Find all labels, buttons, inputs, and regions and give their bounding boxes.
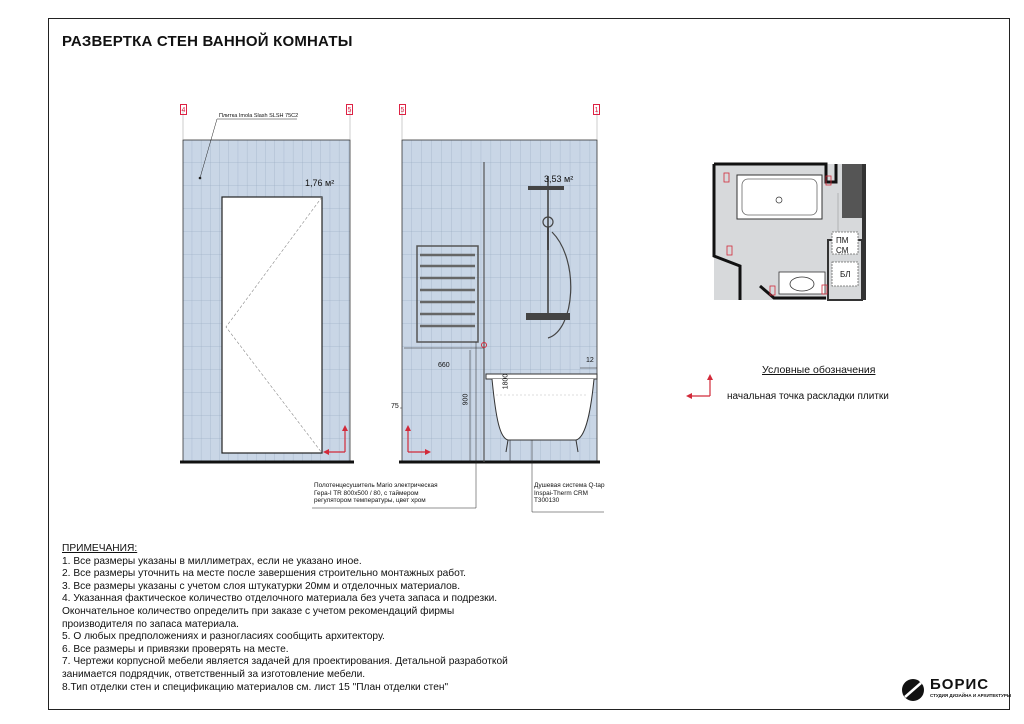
- wall-mark-4: 4: [180, 104, 187, 115]
- plan-tag-pm: ПМ: [836, 236, 849, 245]
- tile-label: Плитка Imola Slash SLSH 75C2: [219, 113, 299, 119]
- left-wall-elevation: [180, 110, 404, 462]
- note-line: занимается подрядчик, ответственный за изготовление мебели.: [62, 668, 366, 680]
- dimension-12: 12: [586, 357, 594, 364]
- studio-logo: [900, 676, 1012, 704]
- legend-item: начальная точка раскладки плитки: [727, 391, 889, 402]
- left-wall-area: 1,76 м²: [305, 178, 335, 188]
- bathroom-plan: [714, 164, 866, 300]
- shower-label: Душевая система Q-tap Inspai-Therm CRM T300130: [534, 482, 605, 505]
- note-line: 3. Все размеры указаны с учетом слоя штукатурки 20мм и отделочных материалов.: [62, 580, 461, 592]
- note-line: 6. Все размеры и привязки проверять на месте.: [62, 643, 289, 655]
- note-line: 2. Все размеры уточнить на месте после завершения строительно монтажных работ.: [62, 568, 466, 580]
- logo-name: БОРИС: [930, 676, 990, 693]
- note-line: 7. Чертежи корпусной мебели является задачей для проектирования. Детальной разработкой: [62, 656, 508, 668]
- note-line: 5. О любых предположениях и разногласиях сообщить архитектору.: [62, 631, 385, 643]
- legend-title: Условные обозначения: [762, 364, 876, 376]
- plan-tag-bl: БЛ: [840, 270, 851, 279]
- right-wall-elevation: [312, 110, 604, 512]
- dimension-1800: 1800: [502, 373, 510, 390]
- legend-symbol: [686, 374, 713, 399]
- note-line: 1. Все размеры указаны в миллиметрах, если не указано иное.: [62, 555, 362, 567]
- plan-tag-sm: СМ: [836, 246, 849, 255]
- note-line: Окончательное количество определить при заказе с учетом рекомендаций фирмы: [62, 605, 455, 617]
- notes-heading: ПРИМЕЧАНИЯ:: [62, 543, 138, 554]
- towel-rail-label: Полотенцесушитель Mario электрическая Гера-I TR 800x500 / 80, с таймером регулятором температуры, цвет хром: [314, 482, 438, 505]
- wall-mark-5-right: 5: [399, 104, 406, 115]
- notes-block: [62, 543, 622, 694]
- right-wall-area: 3,53 м²: [544, 174, 574, 184]
- note-line: 8.Тип отделки стен и спецификацию материалов см. лист 15 "План отделки стен": [62, 681, 449, 693]
- dimension-660: 660: [438, 362, 450, 369]
- wall-mark-1: 1: [593, 104, 600, 115]
- note-line: 4. Указанная фактическое количество отделочного материала без учета запаса и подрезки.: [62, 593, 498, 605]
- logo-subtitle: СТУДИЯ ДИЗАЙНА И АРХИТЕКТУРЫ: [930, 693, 1012, 698]
- dimension-900: 900: [462, 393, 470, 406]
- wall-mark-5-left: 5: [346, 104, 353, 115]
- note-line: производителя по запаса материала.: [62, 618, 240, 630]
- page-title: РАЗВЕРТКА СТЕН ВАННОЙ КОМНАТЫ: [62, 33, 353, 50]
- dimension-75: 75: [391, 403, 399, 410]
